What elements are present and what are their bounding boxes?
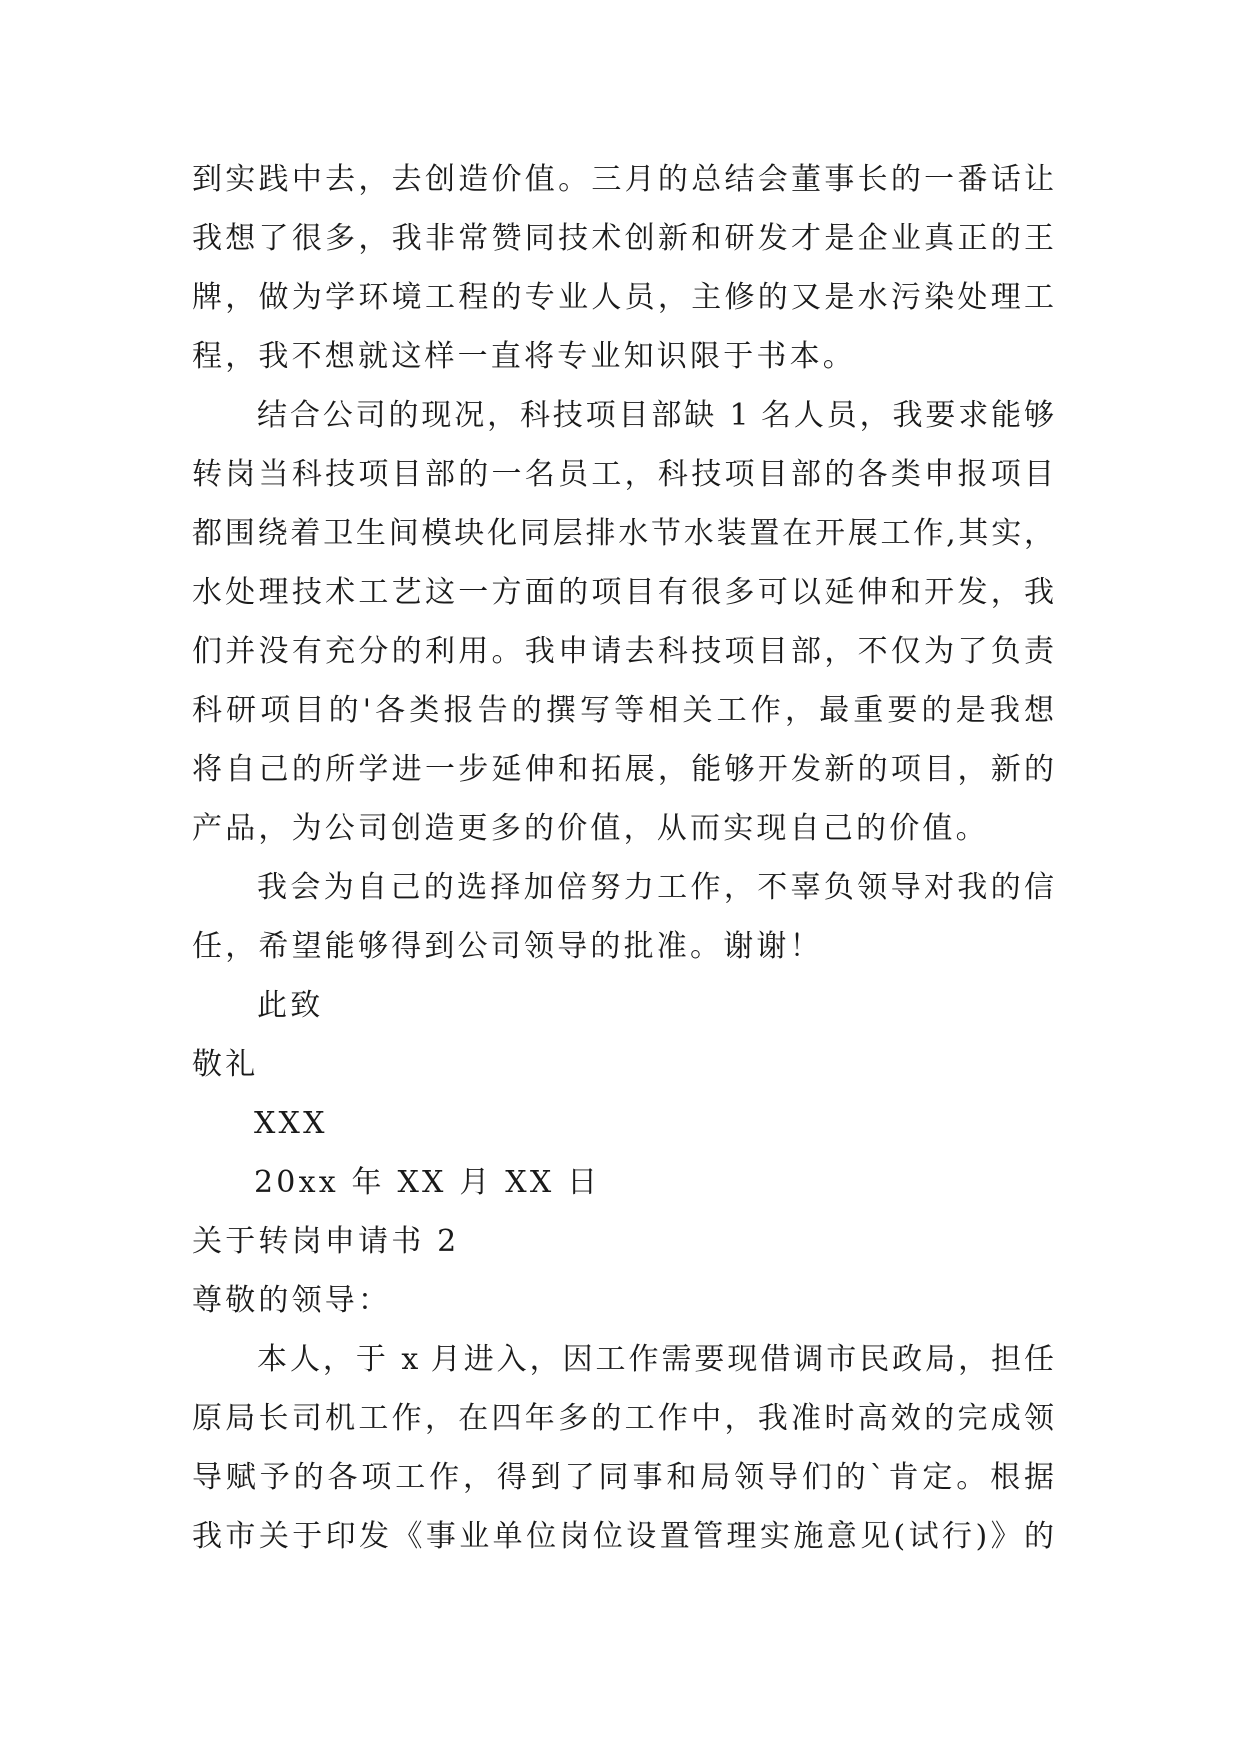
paragraph-line: 结合公司的现况，科技项目部缺 1 名人员，我要求能够 — [257, 398, 1054, 433]
paragraph-line: 牌，做为学环境工程的专业人员，主修的又是水污染处理工 — [192, 280, 1054, 315]
signature-date: 20xx 年 XX 月 XX 日 — [254, 1165, 601, 1200]
greeting: 尊敬的领导： — [192, 1283, 392, 1318]
paragraph-line: 产品，为公司创造更多的价值，从而实现自己的价值。 — [192, 811, 989, 846]
signature-name: XXX — [254, 1106, 328, 1141]
paragraph-line: 本人，于 x 月进入，因工作需要现借调市民政局，担任 — [257, 1342, 1054, 1377]
section-title: 关于转岗申请书 2 — [192, 1224, 460, 1259]
paragraph-line: 将自己的所学进一步延伸和拓展，能够开发新的项目，新的 — [192, 752, 1054, 787]
paragraph-line: 水处理技术工艺这一方面的项目有很多可以延伸和开发，我 — [192, 575, 1054, 610]
paragraph-line: 到实践中去，去创造价值。三月的总结会董事长的一番话让 — [192, 162, 1054, 197]
document-body — [192, 150, 1054, 1566]
paragraph-line: 我市关于印发《事业单位岗位设置管理实施意见(试行)》的 — [192, 1519, 1054, 1554]
paragraph-line: 转岗当科技项目部的一名员工，科技项目部的各类申报项目 — [192, 457, 1054, 492]
closing-regards: 敬礼 — [192, 1047, 259, 1082]
closing-salutation: 此致 — [257, 988, 324, 1023]
paragraph-line: 任，希望能够得到公司领导的批准。谢谢！ — [192, 929, 823, 964]
paragraph-line: 科研项目的'各类报告的撰写等相关工作，最重要的是我想 — [192, 693, 1054, 728]
paragraph-line: 程，我不想就这样一直将专业知识限于书本。 — [192, 339, 856, 374]
paragraph-line: 我想了很多，我非常赞同技术创新和研发才是企业真正的王 — [192, 221, 1054, 256]
paragraph-line: 我会为自己的选择加倍努力工作，不辜负领导对我的信 — [257, 870, 1054, 905]
paragraph-line: 导赋予的各项工作，得到了同事和局领导们的`肯定。根据 — [192, 1460, 1054, 1495]
paragraph-line: 原局长司机工作，在四年多的工作中，我准时高效的完成领 — [192, 1401, 1054, 1436]
paragraph-line: 们并没有充分的利用。我申请去科技项目部，不仅为了负责 — [192, 634, 1054, 669]
paragraph-line: 都围绕着卫生间模块化同层排水节水装置在开展工作,其实， — [192, 516, 1054, 551]
